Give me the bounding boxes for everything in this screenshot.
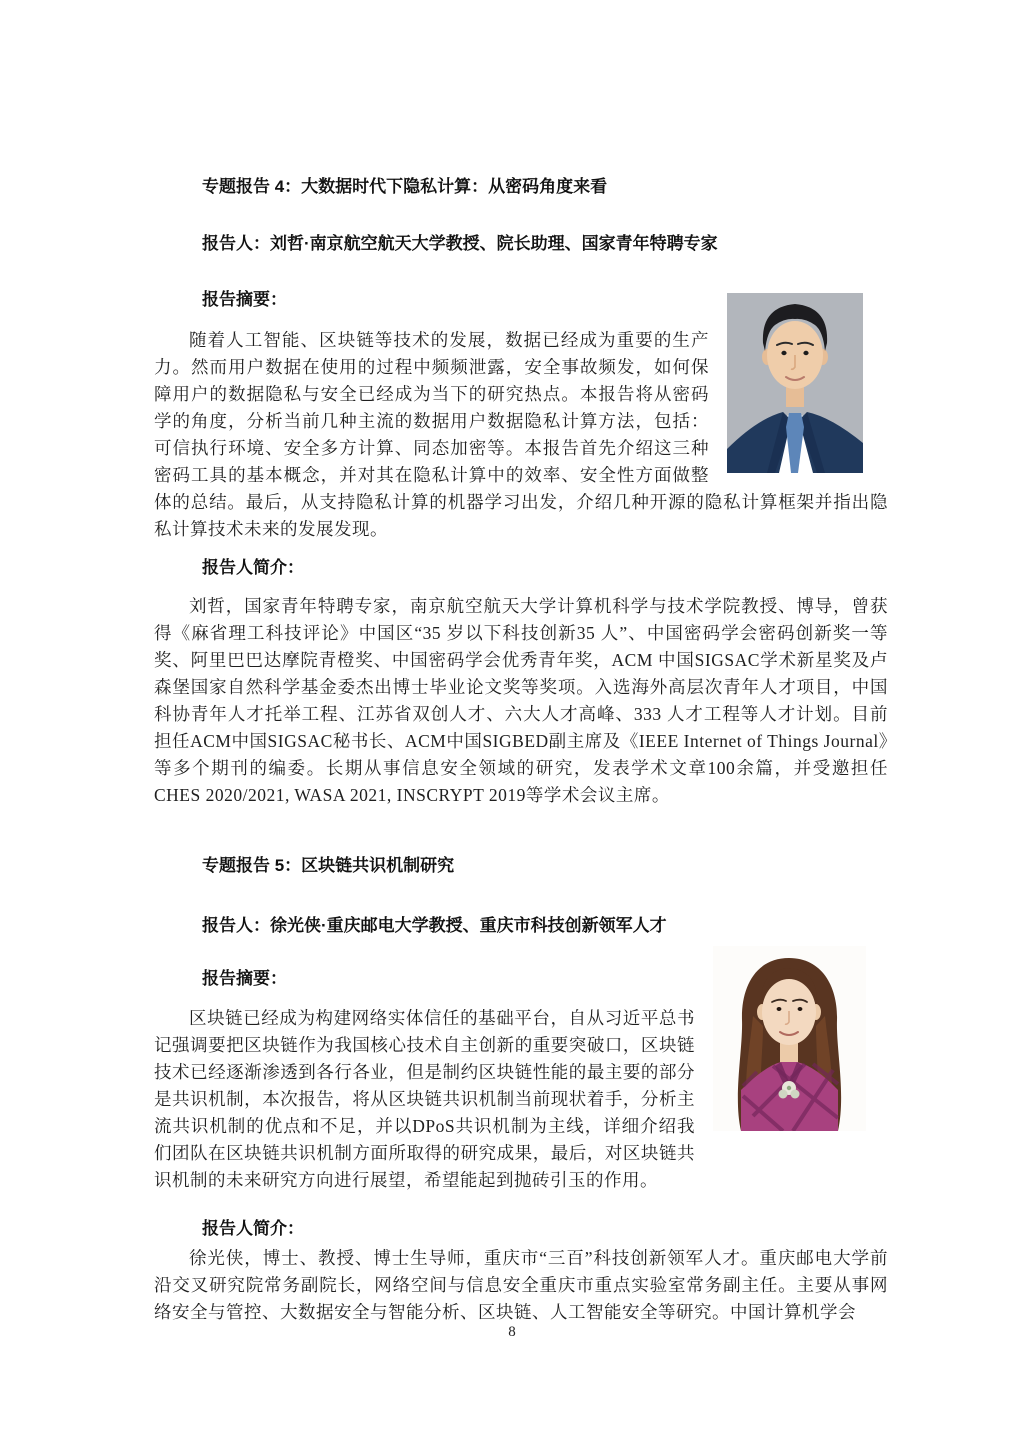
- report5-bio-label: 报告人简介：: [202, 1219, 304, 1238]
- report5-title: 专题报告 5：区块链共识机制研究: [202, 856, 455, 875]
- page-number: 8: [508, 1324, 516, 1340]
- report4-abstract-text: 随着人工智能、区块链等技术的发展，数据已经成为重要的生产力。然而用户数据在使用的过程中频频泄露，安全事故频发，如何保障用户的数据隐私与安全已经成为当下的研究热点。本报告将从密码学的角度，分析当前几种主流的数据用户数据隐私计算方法，包括：可信执行环境、安全多方计算、同态加密等。本报告首先介绍这三种密码工具的基本概念，并对其在隐私计算中的效率、安全性方面做整体的总结。最后，从支持隐私计算的机器学习出发，介绍几种开源的隐私计算框架并指出隐私计算技术未来的发展发现。: [154, 330, 888, 539]
- report4-speaker-line: 报告人：刘哲·南京航空航天大学教授、院长助理、国家青年特聘专家: [202, 234, 718, 253]
- report5-abstract-text: 区块链已经成为构建网络实体信任的基础平台，自从习近平总书记强调要把区块链作为我国核心技术自主创新的重要突破口，区块链技术已经逐渐渗透到各行各业，但是制约区块链性能的最主要的部分是共识机制，本次报告，将从区块链共识机制当前现状着手，分析主流共识机制的优点和不足，并以DPoS共识机制为主线，详细介绍我们团队在区块链共识机制方面所取得的研究成果，最后，对区块链共识机制的未来研究方向进行展望，希望能起到抛砖引玉的作用。: [154, 1008, 695, 1190]
- report4-title: 专题报告 4：大数据时代下隐私计算：从密码角度来看: [202, 177, 608, 196]
- report4-bio-text: 刘哲，国家青年特聘专家，南京航空航天大学计算机科学与技术学院教授、博导，曾获得《麻省理工科技评论》中国区“35 岁以下科技创新35 人”、中国密码学会密码创新奖一等奖、阿里巴巴达摩院青橙奖、中国密码学会优秀青年奖，ACM 中国SIGSAC学术新星奖及卢森堡国家自然科学基金委杰出博士毕业论文奖等奖项。入选海外高层次青年人才项目，中国科协青年人才托举工程、江苏省双创人才、六大人才高峰、333 人才工程等人才计划。目前担任ACM中国SIGSAC秘书长、ACM中国SIGBED副主席及《IEEE Internet of Things Journal》等多个期刊的编委。长期从事信息安全领域的研究，发表学术文章100余篇，并受邀担任CHES 2020/2021, WASA 2021, INSCRYPT 2019等学术会议主席。: [154, 596, 888, 805]
- page-content: [154, 176, 888, 1326]
- eye-right: [798, 1007, 803, 1011]
- report5-bio-text: 徐光侠，博士、教授、博士生导师，重庆市“三百”科技创新领军人才。重庆邮电大学前沿交叉研究院常务副院长，网络空间与信息安全重庆市重点实验室常务副主任。主要从事网络安全与管控、大数据安全与智能分析、区块链、人工智能安全等研究。中国计算机学会: [154, 1248, 888, 1322]
- speaker-photo-liu-zhe: [727, 293, 863, 473]
- report5-speaker-line: 报告人：徐光侠·重庆邮电大学教授、重庆市科技创新领军人才: [202, 916, 667, 935]
- eye-left: [781, 351, 786, 355]
- speaker-photo-xu-guangxia: [713, 946, 866, 1131]
- report4-bio-label: 报告人简介：: [202, 558, 304, 577]
- report5-abstract-block: [154, 968, 888, 1194]
- eye-left: [777, 1007, 782, 1011]
- report5-abstract-label: 报告摘要：: [202, 969, 287, 988]
- report4-abstract-label: 报告摘要：: [202, 290, 287, 309]
- eye-right: [803, 351, 808, 355]
- report4-abstract-block: [154, 289, 888, 543]
